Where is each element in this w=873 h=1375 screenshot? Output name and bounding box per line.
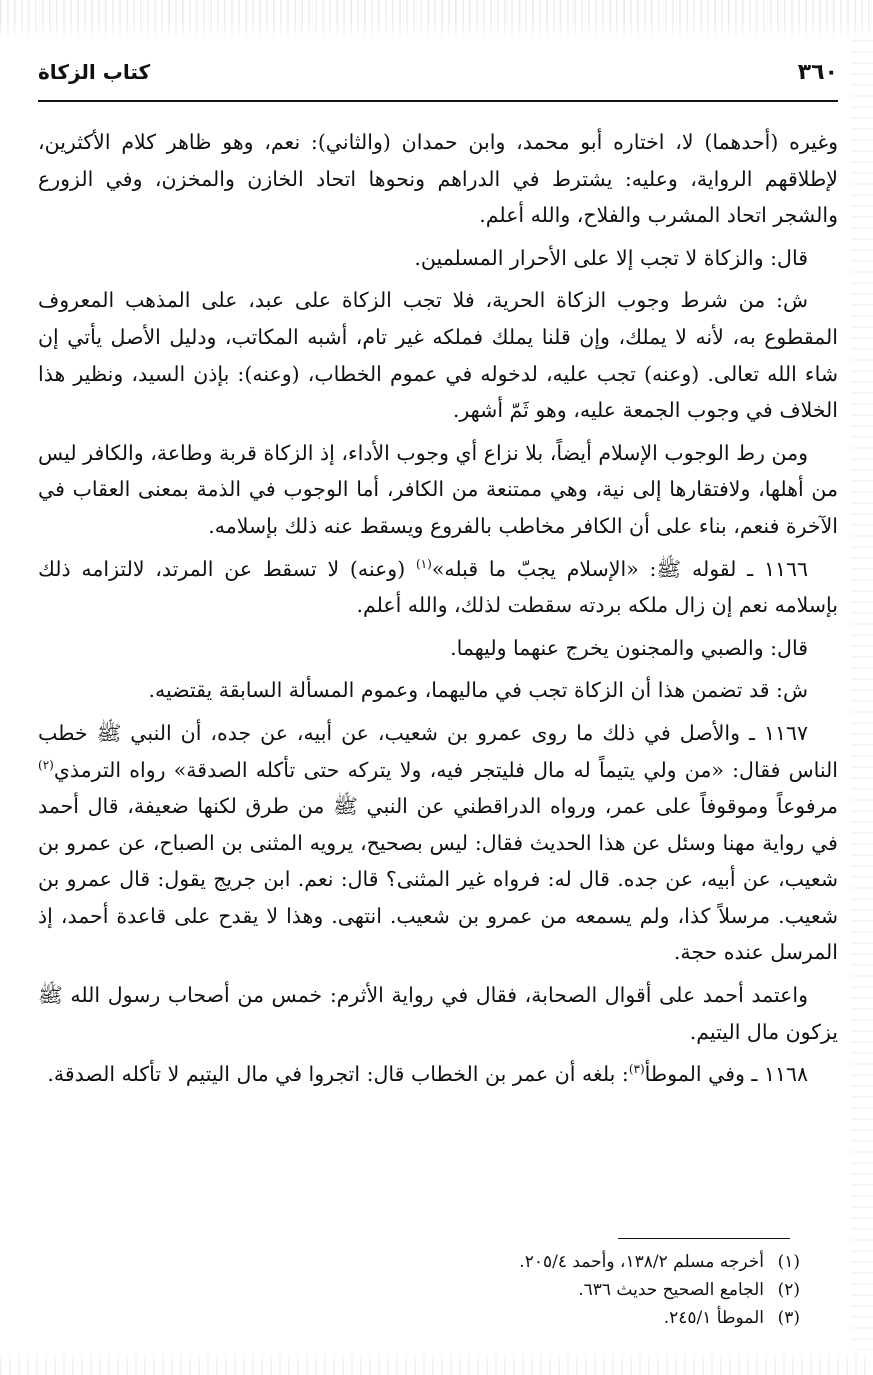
paragraph-9: واعتمد أحمد على أقوال الصحابة، فقال في رواية الأثرم: خمس من أصحاب رسول الله ﷺ يزكون مال اليتيم. [38,983,838,1044]
footnote-ref-1[interactable]: (١) [415,556,432,571]
footnote-divider [618,1238,790,1239]
footnote-number: (٣) [777,1308,800,1328]
footnote-text: الموطأ ٢٤٥/١. [663,1308,764,1328]
paragraph-4: ومن رط الوجوب الإسلام أيضاً، بلا نزاع أي وجوب الأداء، إذ الزكاة قربة وطاعة، والكافر ليس من أهلها، ولافتقارها إلى نية، وهي ممتنعة من الكافر، أما الوجوب في الذمة بمعنى العقاب في الآخرة فنعم، بناء على أن الكافر مخاطب بالفروع ويسقط عنه ذلك بإسلامه. [38,440,838,538]
paragraph-1: وغيره (أحدهما) لا، اختاره أبو محمد، وابن حمدان (والثاني): نعم، وهو ظاهر كلام الأكثرين، لإطلاقهم الرواية، وعليه: يشترط في الدراهم ونحوها اتحاد الخازن والمخزن، وفي الزورع والشجر اتحاد المشرب والفلاح، والله أعلم. [38,130,838,228]
footnote-ref-3[interactable]: (٣) [628,1062,645,1077]
page-number: ٣٦٠ [797,60,838,85]
header-divider [38,100,838,102]
footnote-1 [38,1248,800,1276]
footnotes [38,1248,800,1332]
paragraph-10: ١١٦٨ ـ وفي الموطأ$^{(٣)}$: بلغه أن عمر بن الخطاب قال: اتجروا في مال اليتيم لا تأكله الصدقة. [47,1062,808,1087]
paragraph-3: ش: من شرط وجوب الزكاة الحرية، فلا تجب الزكاة على عبد، على المذهب المعروف المقطوع به، لأنه لا يملك، وإن قلنا يملك فملكه غير تام، أشبه المكاتب، ودليل الأصل يأتي إن شاء الله تعالى. (وعنه) تجب عليه، لدخوله في عموم الخطاب، (وعنه): بإذن السيد، ونظير هذا الخلاف في وجوب الجمعة عليه، وهو ثَمّ أشهر. [38,288,838,423]
book-title: كتاب الزكاة [38,60,151,84]
paragraph-6: قال: والصبي والمجنون يخرج عنهما وليهما. [450,635,808,660]
page-header [38,60,838,94]
footnote-2 [38,1276,800,1304]
main-text [38,124,838,1099]
paragraph-2: قال: والزكاة لا تجب إلا على الأحرار المسلمين. [414,245,808,270]
scan-noise-top [0,0,873,40]
footnote-ref-2[interactable]: (٢) [38,757,54,772]
scan-noise-bottom [0,1351,873,1375]
paragraph-7: ش: قد تضمن هذا أن الزكاة تجب في ماليهما، وعموم المسألة السابقة يقتضيه. [148,678,808,703]
scan-noise-right [851,40,873,1350]
footnote-text: الجامع الصحيح حديث ٦٣٦. [578,1280,764,1300]
paragraph-8: ١١٦٧ ـ والأصل في ذلك ما روى عمرو بن شعيب، عن أبيه، عن جده، أن النبي ﷺ خطب الناس فقال: «من ولي يتيماً له مال فليتجر فيه، ولا يتركه حتى تأكله الصدقة» رواه الترمذي$^{(٢)}$ مرفوعاً وموقوفاً على عمر، ورواه الدراقطني عن النبي ﷺ من طرق لكنها ضعيفة، قال أحمد في رواية مهنا وسئل عن هذا الحديث فقال: ليس بصحيح، يرويه المثنى بن الصباح، عن عمرو بن شعيب، عن أبيه، عن جده. قال له: فرواه غير المثنى؟ قال: نعم. ابن جريج يقول: قال عمرو بن شعيب. مرسلاً كذا، ولم يسمعه من عمرو بن شعيب. انتهى. وهذا لا يقدح على قاعدة أحمد، إذ المرسل عنده حجة. [38,720,838,965]
footnote-number: (٢) [777,1280,800,1300]
paragraph-5: ١١٦٦ ـ لقوله ﷺ: «الإسلام يجبّ ما قبله»$^{(١)}$ (وعنه) لا تسقط عن المرتد، لالتزامه ذلك بإسلامه نعم إن زال ملكه بردته سقطت لذلك، والله أعلم. [38,556,838,618]
footnote-3 [38,1304,800,1332]
footnote-number: (١) [777,1252,800,1272]
footnote-text: أخرجه مسلم ١٣٨/٢، وأحمد ٢٠٥/٤. [519,1252,764,1272]
